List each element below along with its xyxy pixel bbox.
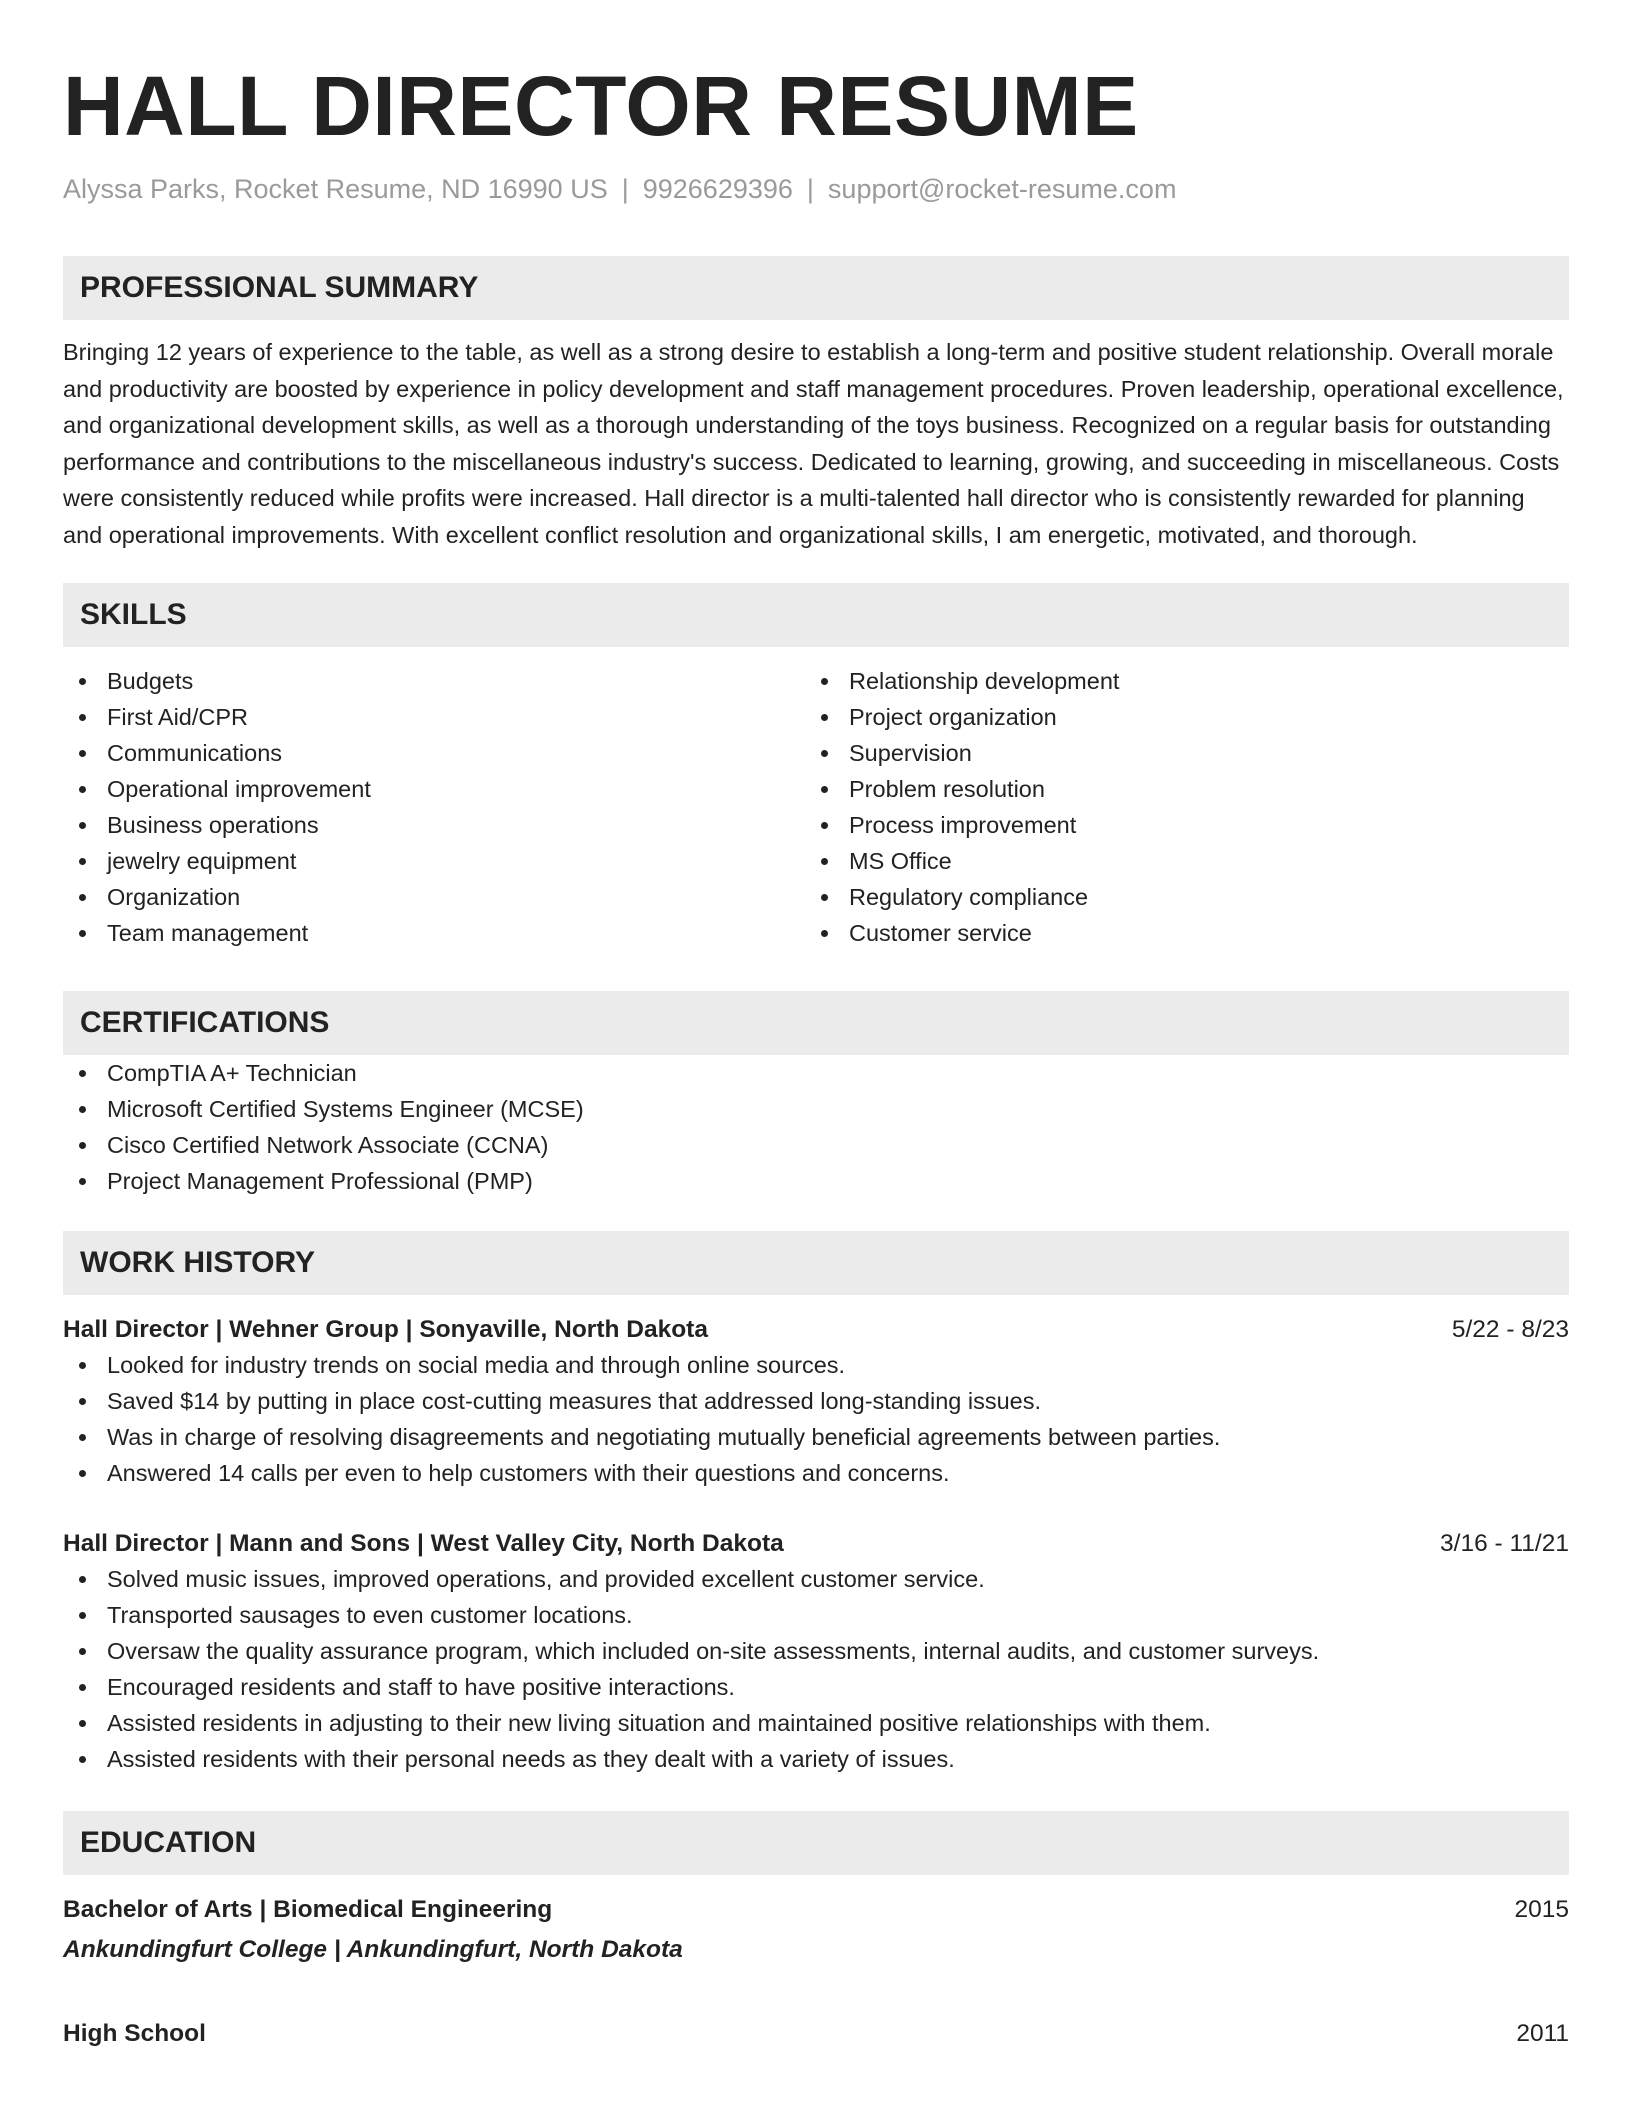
skill-label: Team management — [107, 920, 309, 946]
skill-label: Communications — [107, 740, 283, 766]
bullet-icon — [79, 1470, 86, 1477]
list-item — [63, 1741, 1569, 1777]
skill-label: Relationship development — [849, 668, 1120, 694]
list-item — [63, 699, 805, 735]
job-heading — [63, 1313, 1569, 1347]
bullet-icon — [821, 786, 828, 793]
list-item — [63, 1705, 1569, 1741]
job-bullet-text: Assisted residents with their personal needs as they dealt with a variety of issues. — [107, 1746, 955, 1772]
job-title: Hall Director | Wehner Group | Sonyaville, North Dakota — [63, 1316, 708, 1343]
education-school: Ankundingfurt College | Ankundingfurt, North Dakota — [63, 1936, 683, 1963]
list-item — [63, 1597, 1569, 1633]
skill-label: Budgets — [107, 668, 194, 694]
job-bullet-text: Looked for industry trends on social media and through online sources. — [107, 1352, 846, 1378]
bullet-icon — [821, 750, 828, 757]
list-item — [63, 1419, 1569, 1455]
job-bullet-text: Oversaw the quality assurance program, which included on-site assessments, internal audits, and customer surveys. — [107, 1638, 1320, 1664]
job-bullets — [63, 1561, 1569, 1777]
job-title: Hall Director | Mann and Sons | West Valley City, North Dakota — [63, 1530, 784, 1557]
bullet-icon — [79, 714, 86, 721]
bullet-icon — [79, 1684, 86, 1691]
section-header-work-history: WORK HISTORY — [63, 1231, 1569, 1295]
bullet-icon — [821, 858, 828, 865]
list-item — [63, 1163, 1569, 1199]
job-dates: 3/16 - 11/21 — [1440, 1530, 1569, 1557]
contact-separator: | — [621, 174, 629, 204]
skill-label: Organization — [107, 884, 241, 910]
list-item — [63, 1347, 1569, 1383]
list-item — [63, 735, 805, 771]
job-bullets — [63, 1347, 1569, 1491]
certification-label: Microsoft Certified Systems Engineer (MCSE) — [107, 1096, 584, 1122]
summary-text: Bringing 12 years of experience to the table, as well as a strong desire to establish a long-term and positive student relationship. Overall morale and productivity are boosted by experience in policy development and staff management procedures. Proven leadership, operational excellence, and organizational development skills, as well as a thorough understanding of the toys business. Recognized on a regular basis for outstanding performance and contributions to the miscellaneous industry's success. Dedicated to learning, growing, and succeeding in miscellaneous. Costs were consistently reduced while profits were increased. Hall director is a multi-talented hall director who is consistently rewarded for planning and operational improvements. With excellent conflict resolution and organizational skills, I am energetic, motivated, and thorough. — [63, 339, 1564, 548]
skill-label: Operational improvement — [107, 776, 371, 802]
job-bullet-text: Saved $14 by putting in place cost-cutting measures that addressed long-standing issues. — [107, 1388, 1042, 1414]
list-item — [805, 915, 1547, 951]
list-item — [63, 1455, 1569, 1491]
bullet-icon — [79, 930, 86, 937]
bullet-icon — [79, 786, 86, 793]
bullet-icon — [79, 1142, 86, 1149]
job-bullet-text: Solved music issues, improved operations, and provided excellent customer service. — [107, 1566, 985, 1592]
skill-label: Problem resolution — [849, 776, 1045, 802]
list-item — [63, 1669, 1569, 1705]
bullet-icon — [821, 930, 828, 937]
list-item — [805, 771, 1547, 807]
list-item — [63, 1091, 1569, 1127]
bullet-icon — [79, 1106, 86, 1113]
contact-email[interactable]: support@rocket-resume.com — [827, 174, 1177, 204]
list-item — [805, 663, 1547, 699]
bullet-icon — [79, 1178, 86, 1185]
bullet-icon — [79, 1576, 86, 1583]
page-title: HALL DIRECTOR RESUME — [63, 59, 1139, 153]
certifications-list — [63, 1055, 1569, 1199]
bullet-icon — [79, 894, 86, 901]
bullet-icon — [79, 678, 86, 685]
list-item — [805, 699, 1547, 735]
contact-line — [63, 172, 1569, 206]
bullet-icon — [79, 1362, 86, 1369]
skill-label: First Aid/CPR — [107, 704, 249, 730]
list-item — [63, 807, 805, 843]
skill-label: jewelry equipment — [107, 848, 297, 874]
bullet-icon — [79, 1612, 86, 1619]
job-heading — [63, 1527, 1569, 1561]
skills-column-right — [805, 663, 1547, 951]
list-item — [63, 879, 805, 915]
job-bullet-text: Encouraged residents and staff to have positive interactions. — [107, 1674, 735, 1700]
list-item — [805, 843, 1547, 879]
contact-phone: 9926629396 — [642, 174, 793, 204]
section-header-education: EDUCATION — [63, 1811, 1569, 1875]
skill-label: Business operations — [107, 812, 319, 838]
education-heading — [63, 2017, 1569, 2051]
list-item — [63, 771, 805, 807]
section-header-skills: SKILLS — [63, 583, 1569, 647]
education-year: 2015 — [1514, 1896, 1569, 1923]
certification-label: Cisco Certified Network Associate (CCNA) — [107, 1132, 549, 1158]
bullet-icon — [79, 1720, 86, 1727]
certification-label: Project Management Professional (PMP) — [107, 1168, 533, 1194]
bullet-icon — [79, 1398, 86, 1405]
certification-label: CompTIA A+ Technician — [107, 1060, 357, 1086]
skill-label: Regulatory compliance — [849, 884, 1089, 910]
education-degree: Bachelor of Arts | Biomedical Engineering — [63, 1896, 553, 1923]
bullet-icon — [821, 894, 828, 901]
list-item — [63, 1383, 1569, 1419]
list-item — [63, 843, 805, 879]
section-header-certifications: CERTIFICATIONS — [63, 991, 1569, 1055]
education-year: 2011 — [1516, 2020, 1569, 2047]
education-heading — [63, 1893, 1569, 1927]
bullet-icon — [79, 1756, 86, 1763]
section-header-summary: PROFESSIONAL SUMMARY — [63, 256, 1569, 320]
list-item — [63, 1055, 1569, 1091]
contact-separator: | — [806, 174, 814, 204]
job-bullet-text: Answered 14 calls per even to help customers with their questions and concerns. — [107, 1460, 950, 1486]
skills-list — [63, 663, 1569, 951]
skill-label: Customer service — [849, 920, 1032, 946]
bullet-icon — [821, 678, 828, 685]
skill-label: Process improvement — [849, 812, 1077, 838]
list-item — [805, 735, 1547, 771]
job-bullet-text: Assisted residents in adjusting to their new living situation and maintained positive relationships with them. — [107, 1710, 1211, 1736]
list-item — [805, 879, 1547, 915]
job-bullet-text: Was in charge of resolving disagreements and negotiating mutually beneficial agreements between parties. — [107, 1424, 1221, 1450]
skill-label: Project organization — [849, 704, 1057, 730]
skill-label: Supervision — [849, 740, 972, 766]
skills-column-left — [63, 663, 805, 951]
list-item — [63, 1633, 1569, 1669]
bullet-icon — [79, 1434, 86, 1441]
job-dates: 5/22 - 8/23 — [1451, 1316, 1569, 1343]
job-bullet-text: Transported sausages to even customer locations. — [107, 1602, 633, 1628]
bullet-icon — [79, 858, 86, 865]
contact-address: Alyssa Parks, Rocket Resume, ND 16990 US — [63, 174, 608, 204]
bullet-icon — [79, 1648, 86, 1655]
skill-label: MS Office — [849, 848, 952, 874]
list-item — [63, 1561, 1569, 1597]
bullet-icon — [79, 750, 86, 757]
list-item — [805, 807, 1547, 843]
bullet-icon — [821, 714, 828, 721]
list-item — [63, 915, 805, 951]
list-item — [63, 1127, 1569, 1163]
bullet-icon — [821, 822, 828, 829]
bullet-icon — [79, 822, 86, 829]
education-degree: High School — [63, 2020, 206, 2047]
bullet-icon — [79, 1070, 86, 1077]
list-item — [63, 663, 805, 699]
